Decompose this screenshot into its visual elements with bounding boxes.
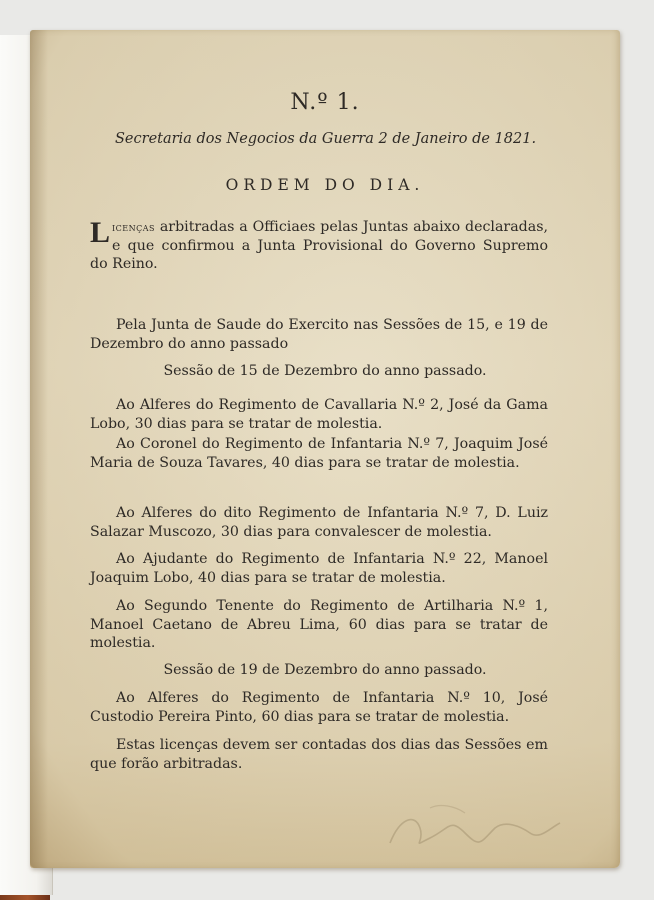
- intro-text: arbitradas a Officiaes pelas Juntas abaixo declaradas, e que confirmou a Junta Provisional do Governo Supremo do Reino.: [90, 219, 548, 272]
- session-heading-1: Sessão de 15 de Dezembro do anno passado.: [163, 363, 487, 379]
- session-heading-2: Sessão de 19 de Dezembro do anno passado.: [163, 662, 487, 678]
- leave-item-text: Ao Alferes do Regimento de Cavallaria N.º 2, José da Gama Lobo, 30 dias para se tratar de molestia.: [90, 397, 548, 432]
- faint-signature-icon: [370, 788, 570, 858]
- leave-item-text: Ao Segundo Tenente do Regimento de Artilharia N.º 1, Manoel Caetano de Abreu Lima, 60 dias para se tratar de molestia.: [90, 598, 548, 651]
- intro-paragraph: [90, 218, 548, 274]
- closing-paragraph: [90, 736, 548, 773]
- document-number: N.º 1.: [290, 90, 360, 115]
- leave-item-text: Ao Ajudante do Regimento de Infantaria N.º 22, Manoel Joaquim Lobo, 40 dias para se tratar de molestia.: [90, 551, 548, 586]
- secretaria-line: Secretaria dos Negocios da Guerra 2 de Janeiro de 1821.: [115, 131, 537, 147]
- junta-text: Pela Junta de Saude do Exercito nas Sessões de 15, e 19 de Dezembro do anno passado: [90, 317, 548, 352]
- intro-smallcaps: icenças: [112, 220, 156, 234]
- dropcap-letter: L: [90, 216, 111, 249]
- leave-item: [90, 550, 548, 587]
- leave-item: [90, 435, 548, 472]
- leave-item-text: Ao Alferes do Regimento de Infantaria N.º 10, José Custodio Pereira Pinto, 60 dias para se tratar de molestia.: [90, 690, 548, 725]
- page-gutter-shadow: [30, 30, 48, 868]
- leave-item: [90, 597, 548, 653]
- leave-item: [90, 504, 548, 541]
- document-page: [30, 30, 620, 868]
- leave-item: [90, 689, 548, 726]
- leave-item: [90, 396, 548, 433]
- document-title: ORDEM DO DIA.: [225, 176, 425, 194]
- leave-item-text: Ao Alferes do dito Regimento de Infantaria N.º 7, D. Luiz Salazar Muscozo, 30 dias para convalescer de molestia.: [90, 505, 548, 540]
- leave-item-text: Ao Coronel do Regimento de Infantaria N.º 7, Joaquim José Maria de Souza Tavares, 40 dias para se tratar de molestia.: [90, 436, 548, 471]
- junta-paragraph: [90, 316, 548, 353]
- closing-text: Estas licenças devem ser contadas dos dias das Sessões em que forão arbitradas.: [90, 737, 548, 772]
